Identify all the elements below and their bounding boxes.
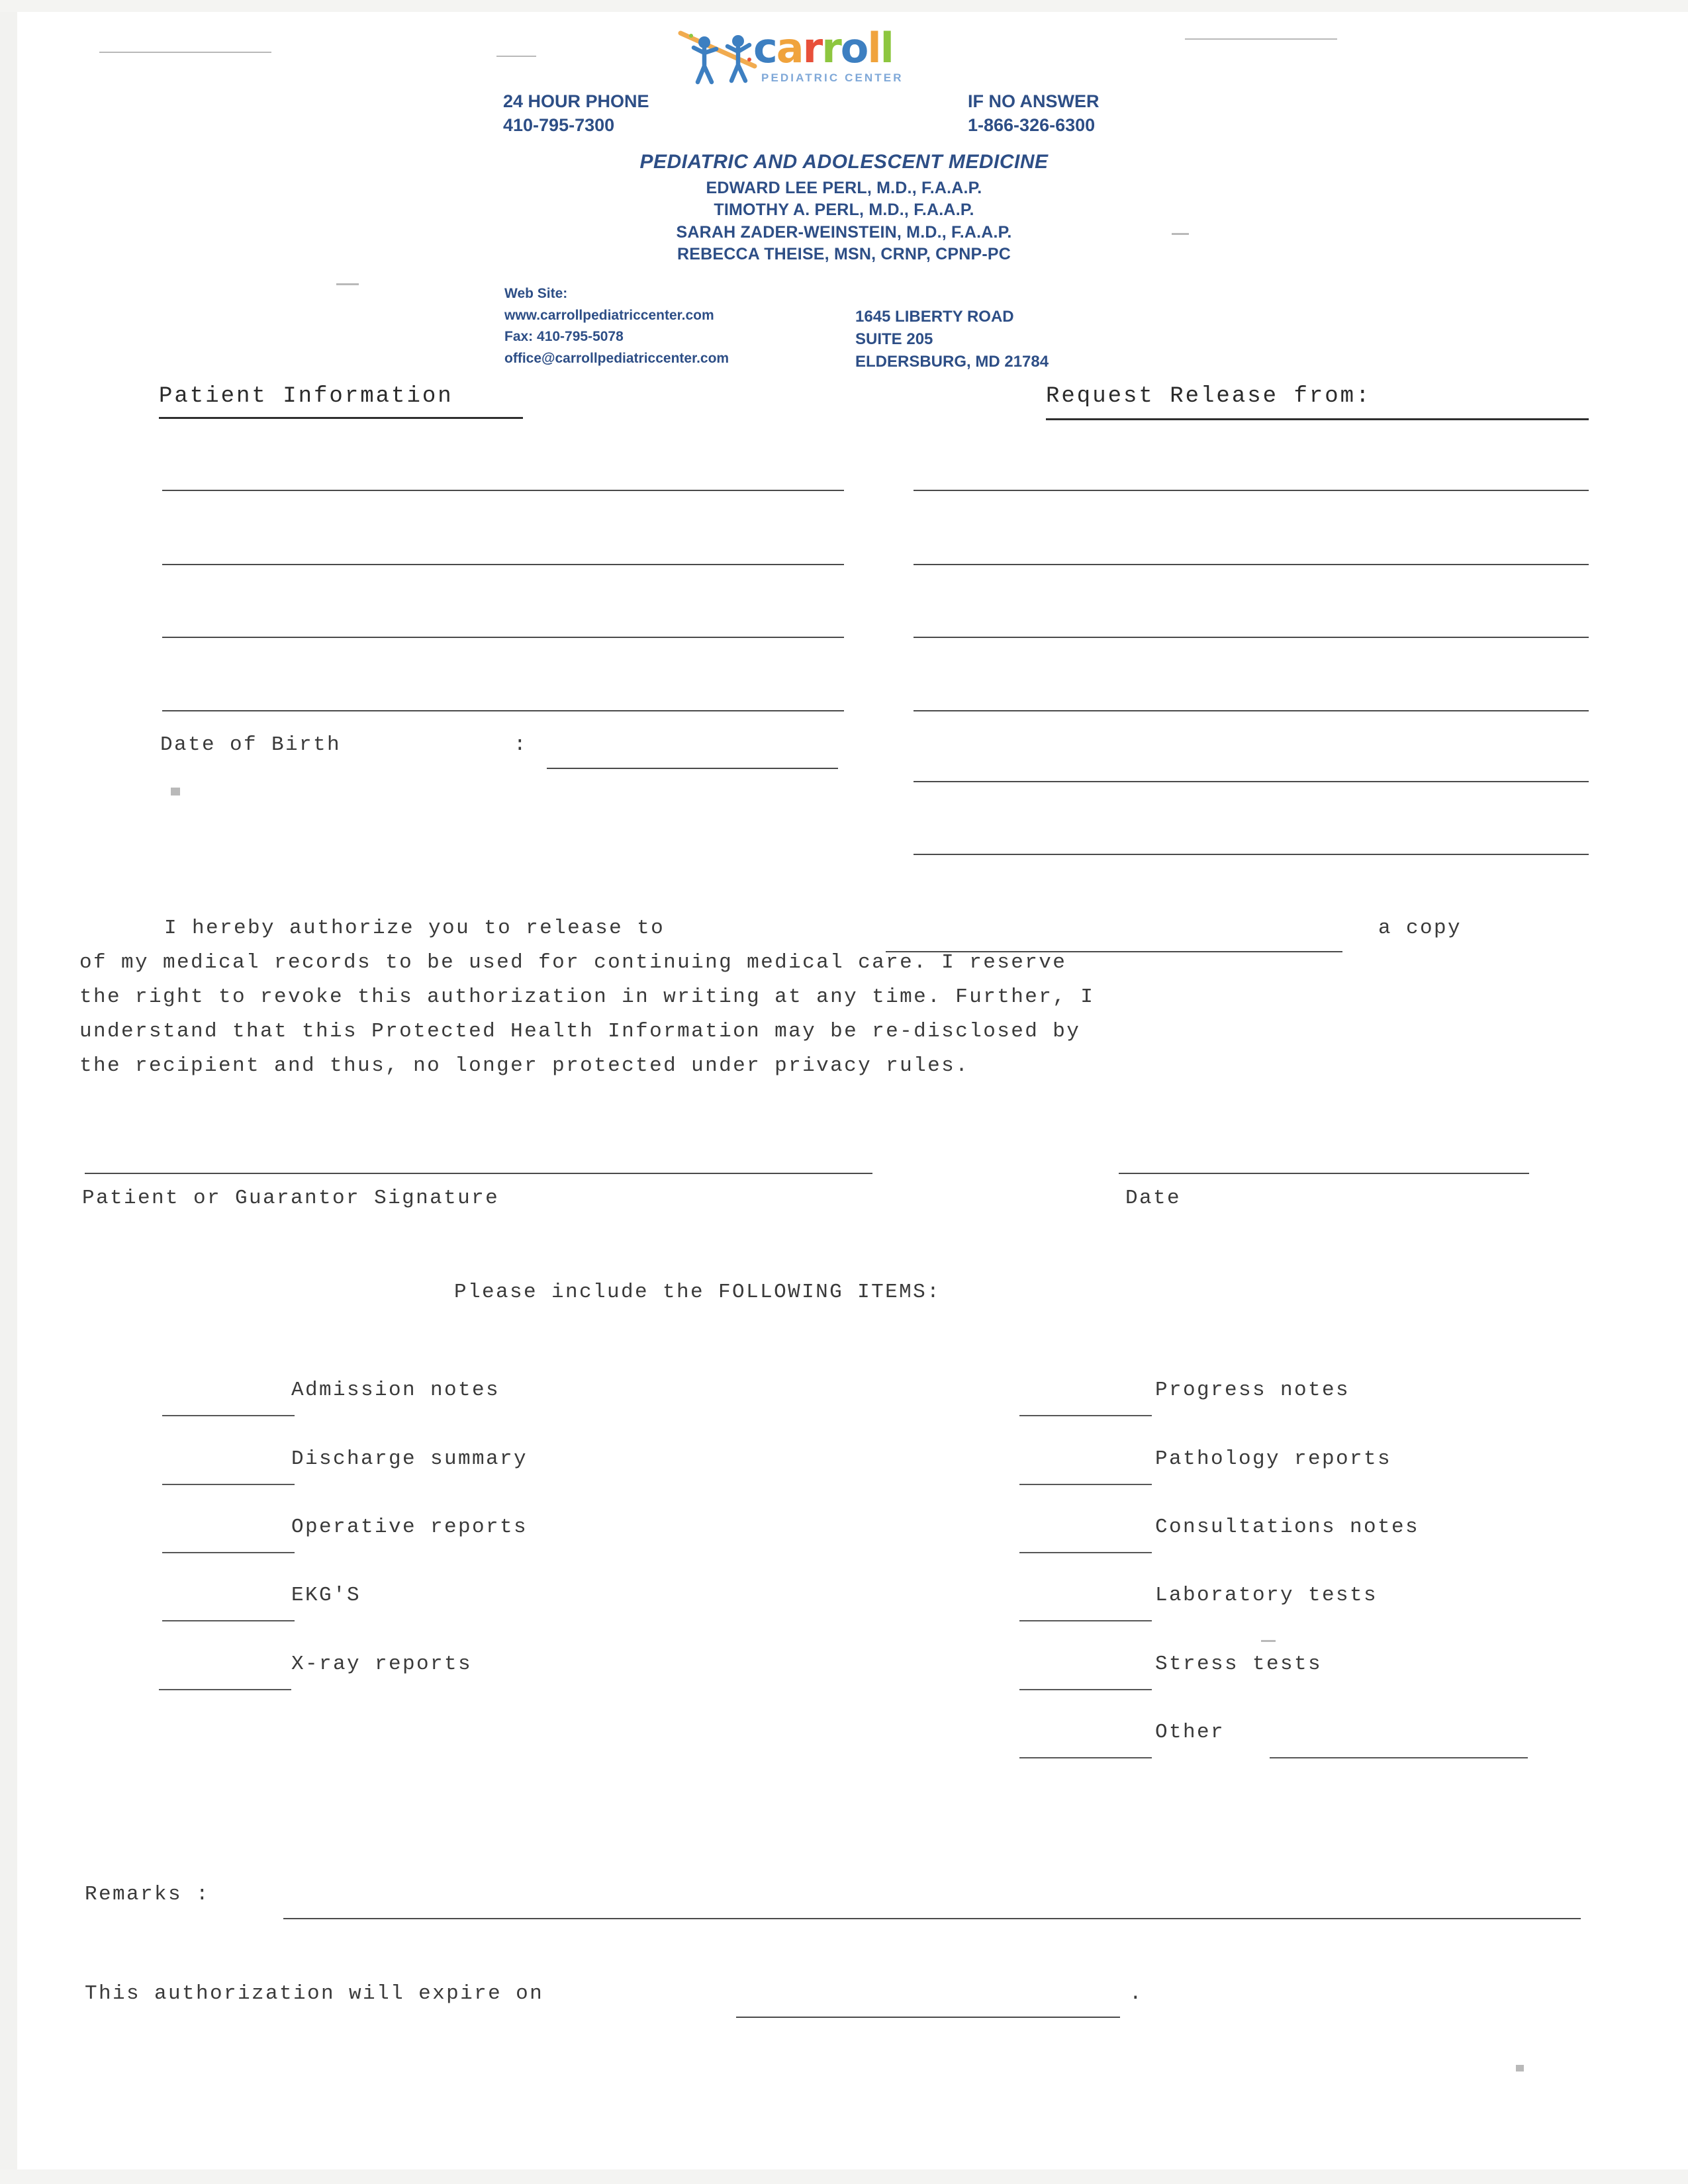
checklist-label-progress-notes: Progress notes bbox=[1155, 1379, 1350, 1402]
carroll-pediatric-logo bbox=[675, 23, 953, 89]
scan-speck bbox=[1516, 2065, 1524, 2071]
email-address: office@carrollpediatriccenter.com bbox=[504, 350, 729, 366]
no-answer-label: IF NO ANSWER bbox=[968, 91, 1100, 111]
checklist-label-laboratory-tests: Laboratory tests bbox=[1155, 1584, 1378, 1607]
phone-label: 24 HOUR PHONE bbox=[503, 91, 649, 111]
checkbox-line-xray-reports[interactable] bbox=[159, 1689, 291, 1690]
expiration-line[interactable] bbox=[736, 2017, 1120, 2018]
signature-line[interactable] bbox=[85, 1173, 872, 1174]
request-release-blank-line[interactable] bbox=[914, 564, 1589, 565]
practice-specialty: PEDIATRIC AND ADOLESCENT MEDICINE bbox=[639, 151, 1049, 173]
checkbox-line-discharge-summary[interactable] bbox=[162, 1484, 295, 1485]
after-hours-block bbox=[968, 90, 1100, 137]
checkbox-line-pathology-reports[interactable] bbox=[1019, 1484, 1152, 1485]
authorization-line-5: the recipient and thus, no longer protected under privacy rules. bbox=[79, 1054, 970, 1077]
date-of-birth-colon: : bbox=[514, 733, 528, 756]
checklist-label-discharge-summary: Discharge summary bbox=[291, 1447, 528, 1471]
date-of-birth-line[interactable] bbox=[547, 768, 838, 769]
checklist-label-admission-notes: Admission notes bbox=[291, 1379, 500, 1402]
kids-icon bbox=[675, 25, 761, 90]
provider-name: EDWARD LEE PERL, M.D., F.A.A.P. bbox=[706, 179, 982, 197]
following-items-heading: Please include the FOLLOWING ITEMS: bbox=[454, 1281, 941, 1304]
authorization-line-1-pre: I hereby authorize you to release to bbox=[164, 917, 665, 940]
patient-information-heading-rule bbox=[159, 417, 523, 419]
checklist-label-consultations-notes: Consultations notes bbox=[1155, 1516, 1420, 1539]
checkbox-line-other[interactable] bbox=[1019, 1757, 1152, 1758]
fax-number: Fax: 410-795-5078 bbox=[504, 329, 624, 345]
remarks-label: Remarks : bbox=[85, 1883, 211, 1906]
address-suite: SUITE 205 bbox=[855, 330, 933, 349]
checkbox-line-laboratory-tests[interactable] bbox=[1019, 1620, 1152, 1621]
signature-date-line[interactable] bbox=[1119, 1173, 1529, 1174]
patient-information-heading: Patient Information bbox=[159, 384, 453, 409]
website-label: Web Site: bbox=[504, 286, 568, 301]
authorization-line-3: the right to revoke this authorization in writing at any time. Further, I bbox=[79, 985, 1095, 1009]
authorization-line-1-post: a copy bbox=[1378, 917, 1462, 940]
checklist-label-ekgs: EKG'S bbox=[291, 1584, 361, 1607]
checkbox-line-ekgs[interactable] bbox=[162, 1620, 295, 1621]
address-block bbox=[855, 306, 1049, 373]
scan-speck bbox=[171, 788, 180, 796]
checkbox-line-operative-reports[interactable] bbox=[162, 1552, 295, 1553]
checkbox-line-progress-notes[interactable] bbox=[1019, 1415, 1152, 1416]
request-release-blank-line[interactable] bbox=[914, 490, 1589, 491]
request-release-blank-line[interactable] bbox=[914, 854, 1589, 855]
expiration-period: . bbox=[1129, 1982, 1144, 2005]
date-of-birth-label: Date of Birth bbox=[160, 733, 342, 756]
request-release-blank-line[interactable] bbox=[914, 710, 1589, 711]
checklist-label-pathology-reports: Pathology reports bbox=[1155, 1447, 1392, 1471]
contact-block bbox=[504, 283, 729, 369]
provider-name: TIMOTHY A. PERL, M.D., F.A.A.P. bbox=[714, 201, 974, 220]
patient-info-blank-line[interactable] bbox=[162, 710, 844, 711]
address-street: 1645 LIBERTY ROAD bbox=[855, 308, 1014, 326]
checklist-label-stress-tests: Stress tests bbox=[1155, 1653, 1323, 1676]
logo-wordmark: carroll bbox=[753, 24, 893, 72]
provider-list bbox=[0, 177, 1688, 265]
checkbox-line-admission-notes[interactable] bbox=[162, 1415, 295, 1416]
signature-label: Patient or Guarantor Signature bbox=[82, 1187, 500, 1210]
authorization-line-4: understand that this Protected Health Information may be re-disclosed by bbox=[79, 1020, 1081, 1043]
request-release-heading: Request Release from: bbox=[1046, 384, 1372, 409]
patient-info-blank-line[interactable] bbox=[162, 564, 844, 565]
no-answer-number: 1-866-326-6300 bbox=[968, 114, 1096, 135]
logo-subtitle: PEDIATRIC CENTER bbox=[761, 71, 904, 84]
checklist-label-operative-reports: Operative reports bbox=[291, 1516, 528, 1539]
patient-info-blank-line[interactable] bbox=[162, 490, 844, 491]
request-release-blank-line[interactable] bbox=[914, 781, 1589, 782]
request-release-heading-rule bbox=[1046, 418, 1589, 420]
website-url: www.carrollpediatriccenter.com bbox=[504, 307, 714, 323]
signature-date-label: Date bbox=[1125, 1187, 1182, 1210]
authorization-line-2: of my medical records to be used for continuing medical care. I reserve bbox=[79, 951, 1067, 974]
remarks-line[interactable] bbox=[283, 1918, 1581, 1919]
scan-edge-bottom bbox=[0, 2169, 1688, 2184]
checklist-label-other: Other bbox=[1155, 1721, 1225, 1744]
scan-speck bbox=[1261, 1640, 1276, 1642]
letterhead bbox=[0, 0, 1688, 397]
phone-block bbox=[503, 90, 649, 137]
expiration-label: This authorization will expire on bbox=[85, 1982, 544, 2005]
provider-name: REBECCA THEISE, MSN, CRNP, CPNP-PC bbox=[677, 244, 1011, 263]
patient-info-blank-line[interactable] bbox=[162, 637, 844, 638]
checkbox-line-stress-tests[interactable] bbox=[1019, 1689, 1152, 1690]
request-release-blank-line[interactable] bbox=[914, 637, 1589, 638]
phone-number: 410-795-7300 bbox=[503, 114, 615, 135]
provider-name: SARAH ZADER-WEINSTEIN, M.D., F.A.A.P. bbox=[676, 222, 1012, 242]
checkbox-line-consultations-notes[interactable] bbox=[1019, 1552, 1152, 1553]
checklist-label-xray-reports: X-ray reports bbox=[291, 1653, 473, 1676]
other-value-line[interactable] bbox=[1270, 1757, 1528, 1758]
address-city-state-zip: ELDERSBURG, MD 21784 bbox=[855, 353, 1049, 371]
